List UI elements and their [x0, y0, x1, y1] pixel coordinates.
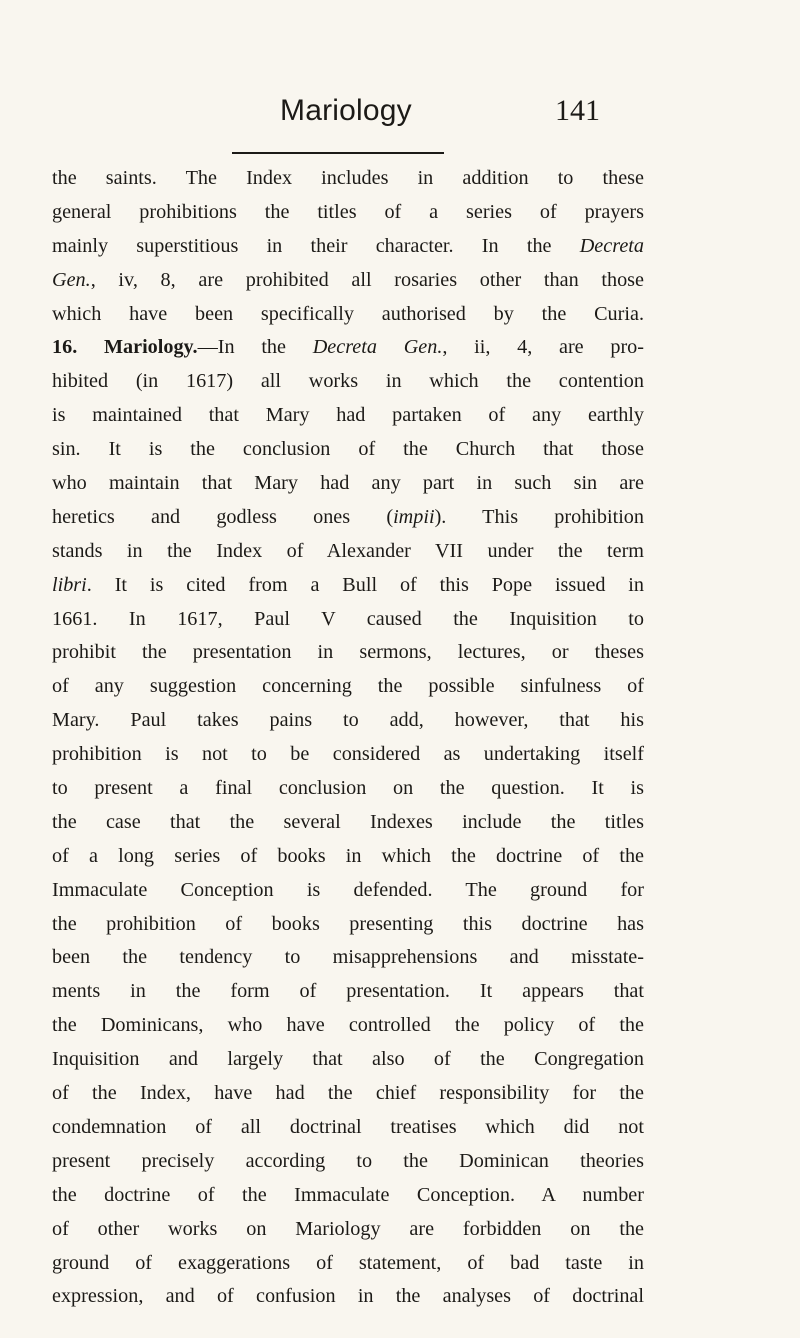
- text-run: general prohibitions the titles of a series of prayers: [52, 200, 644, 223]
- text-run: 1661. In 1617, Paul V caused the Inquisition to: [52, 607, 644, 630]
- text-run: ground of exaggerations of statement, of bad taste in: [52, 1251, 644, 1274]
- text-run: to present a final conclusion on the question. It is: [52, 777, 644, 800]
- text-line: [52, 399, 644, 433]
- text-run: the case that the several Indexes include the titles: [52, 810, 644, 833]
- body-text: [52, 162, 644, 1314]
- text-run: been the tendency to misapprehensions and misstate-: [52, 946, 644, 969]
- text-line: [52, 806, 644, 840]
- chapter-title: Mariology: [280, 94, 412, 127]
- text-run: sin. It is the conclusion of the Church that those: [52, 438, 644, 461]
- text-line: [52, 670, 644, 704]
- text-run: hibited (in 1617) all works in which the contention: [52, 370, 644, 393]
- text-line: [52, 941, 644, 975]
- text-run: the doctrine of the Immaculate Conception. A number: [52, 1183, 644, 1206]
- text-run: Immaculate Conception is defended. The ground for: [52, 878, 644, 901]
- text-run: Inquisition and largely that also of the Congregation: [52, 1048, 644, 1071]
- text-line: [52, 501, 644, 535]
- text-run: ). This prohibition: [434, 505, 644, 528]
- italic-run: impii: [393, 505, 435, 528]
- text-run: of other works on Mariology are forbidden on the: [52, 1217, 644, 1240]
- text-run: prohibit the presentation in sermons, lectures, or theses: [52, 641, 644, 664]
- text-line: [52, 162, 644, 196]
- text-run: stands in the Index of Alexander VII under the term: [52, 539, 644, 562]
- text-run: of any suggestion concerning the possible sinfulness of: [52, 675, 644, 698]
- text-line: [52, 1043, 644, 1077]
- text-line: [52, 1179, 644, 1213]
- text-line: [52, 874, 644, 908]
- text-line: [52, 1077, 644, 1111]
- text-run: prohibition is not to be considered as undertaking itself: [52, 743, 644, 766]
- text-line: [52, 738, 644, 772]
- text-line: [52, 840, 644, 874]
- header-rule: [232, 152, 444, 154]
- text-line: [52, 298, 644, 332]
- text-line: [52, 433, 644, 467]
- text-run: which have been specifically authorised by the Curia.: [52, 302, 644, 325]
- text-line: [52, 1247, 644, 1281]
- page-number: 141: [555, 94, 600, 127]
- text-line: [52, 636, 644, 670]
- text-line: [52, 1280, 644, 1314]
- text-line: [52, 603, 644, 637]
- text-line: [52, 365, 644, 399]
- italic-run: Decreta: [579, 234, 644, 257]
- italic-run: Decreta Gen.: [312, 336, 443, 359]
- text-run: of the Index, have had the chief responsibility for the: [52, 1082, 644, 1105]
- text-line: [52, 704, 644, 738]
- text-line: [52, 196, 644, 230]
- text-run: , ii, 4, are pro-: [442, 336, 644, 359]
- text-run: who maintain that Mary had any part in such sin are: [52, 472, 644, 495]
- text-line: [52, 230, 644, 264]
- text-run: Mary. Paul takes pains to add, however, that his: [52, 709, 644, 732]
- text-run: , iv, 8, are prohibited all rosaries other than those: [90, 268, 644, 291]
- text-run: . It is cited from a Bull of this Pope issued in: [86, 573, 644, 596]
- text-run: of a long series of books in which the doctrine of the: [52, 844, 644, 867]
- text-run: condemnation of all doctrinal treatises which did not: [52, 1115, 644, 1138]
- text-run: the saints. The Index includes in addition to these: [52, 167, 644, 189]
- running-head: [230, 92, 600, 138]
- text-run: the Dominicans, who have controlled the policy of the: [52, 1014, 644, 1037]
- text-run: the prohibition of books presenting this doctrine has: [52, 912, 644, 935]
- italic-run: Gen.: [52, 268, 91, 291]
- text-line: [52, 264, 644, 298]
- text-line: [52, 535, 644, 569]
- text-line: [52, 975, 644, 1009]
- text-line: [52, 1145, 644, 1179]
- text-run: ments in the form of presentation. It appears that: [52, 980, 644, 1003]
- text-line: [52, 908, 644, 942]
- text-run: —In the: [197, 336, 313, 359]
- text-run: expression, and of confusion in the analyses of doctrinal: [52, 1285, 644, 1308]
- text-line: [52, 569, 644, 603]
- text-line: [52, 467, 644, 501]
- section-heading: 16. Mariology.: [52, 336, 198, 359]
- text-run: is maintained that Mary had partaken of any earthly: [52, 404, 644, 427]
- text-line: [52, 772, 644, 806]
- text-line: [52, 1111, 644, 1145]
- text-line: [52, 331, 644, 365]
- text-run: present precisely according to the Dominican theories: [52, 1149, 644, 1172]
- text-line: [52, 1213, 644, 1247]
- text-run: mainly superstitious in their character. In the: [52, 234, 580, 257]
- italic-run: libri: [52, 573, 87, 596]
- text-line: [52, 1009, 644, 1043]
- text-run: heretics and godless ones (: [52, 505, 394, 528]
